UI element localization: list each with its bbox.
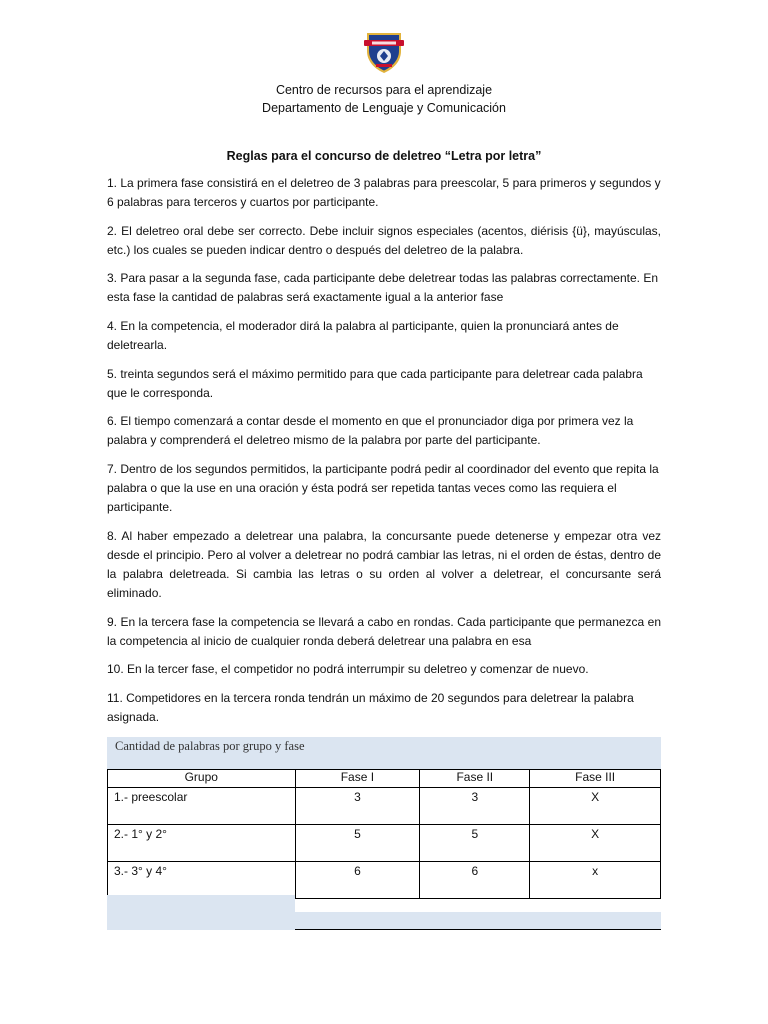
school-crest-icon xyxy=(361,29,407,75)
rule-10: 10. En la tercer fase, el competidor no podrá interrumpir su deletreo y comenzar de nuevo. xyxy=(107,662,589,676)
rule-5: 5. treinta segundos será el máximo permitido para que cada participante para deletrear cada palabra que le corresponda. xyxy=(107,367,643,400)
header-fase-2: Fase II xyxy=(420,770,530,788)
cell-fase-2: 3 xyxy=(420,788,530,825)
cell-group: 1.- preescolar xyxy=(108,788,296,825)
table-row xyxy=(108,825,661,862)
cell-fase-1: 3 xyxy=(295,788,420,825)
header-fase-3: Fase III xyxy=(530,770,661,788)
header-fase-1: Fase I xyxy=(295,770,420,788)
rule-2: 2. El deletreo oral debe ser correcto. Debe incluir signos especiales (acentos, diérisis {ü}, mayúsculas, etc.) los cuales se pueden indicar dentro o después del deletreo de la palabra. xyxy=(107,224,661,257)
cell-fase-3: X xyxy=(530,788,661,825)
table-row xyxy=(108,862,661,899)
rule-3: 3. Para pasar a la segunda fase, cada participante debe deletrear todas las palabras correctamente. En esta fase la cantidad de palabras será exactamente igual a la anterior fase xyxy=(107,271,659,304)
cell-fase-1: 6 xyxy=(295,862,420,899)
table-header-row xyxy=(108,770,661,788)
cell-fase-1: 5 xyxy=(295,825,420,862)
cell-fase-2: 5 xyxy=(420,825,530,862)
cell-fase-3: X xyxy=(530,825,661,862)
document-title: Reglas para el concurso de deletreo “Letra por letra” xyxy=(226,149,542,163)
cell-group: 2.- 1° y 2° xyxy=(108,825,296,862)
table-caption: Cantidad de palabras por grupo y fase xyxy=(107,737,661,769)
header-grupo: Grupo xyxy=(108,770,296,788)
cell-fase-3: x xyxy=(530,862,661,899)
rule-11: 11. Competidores en la tercera ronda tendrán un máximo de 20 segundos para deletrear la palabra asignada. xyxy=(107,691,634,724)
cell-fase-2: 6 xyxy=(420,862,530,899)
cell-group: 3.- 3° y 4° xyxy=(108,862,296,899)
phases-table xyxy=(107,769,661,899)
table-footer-shade-right xyxy=(295,912,661,930)
table-footer-shade xyxy=(107,895,295,930)
rule-8: 8. Al haber empezado a deletrear una palabra, la concursante puede detenerse y empezar otra vez desde el principio. Pero al volver a deletrear no podrá cambiar las letras, ni el orden de éstas, dentro de la palabra deletreada. Si cambia las letras o su orden al volver a deletrear, el concursante será eliminado. xyxy=(107,529,661,600)
rule-4: 4. En la competencia, el moderador dirá la palabra al participante, quien la pronunciará antes de deletrearla. xyxy=(107,319,619,352)
rule-7: 7. Dentro de los segundos permitidos, la participante podrá pedir al coordinador del evento que repita la palabra o que la use en una oración y ésta podrá ser repetida tantas veces como las requiera el participante. xyxy=(107,462,659,514)
department-name: Departamento de Lenguaje y Comunicación xyxy=(262,101,506,115)
rule-1: 1. La primera fase consistirá en el deletreo de 3 palabras para preescolar, 5 para primeros y segundos y 6 palabras para terceros y cuartos por participante. xyxy=(107,176,661,209)
table-footer-rule xyxy=(295,929,661,930)
institution-name: Centro de recursos para el aprendizaje xyxy=(275,83,493,97)
rule-6: 6. El tiempo comenzará a contar desde el momento en que el pronunciador diga por primera vez la palabra y comprenderá el deletreo mismo de la palabra por parte del participante. xyxy=(107,414,634,447)
table-row xyxy=(108,788,661,825)
rule-9: 9. En la tercera fase la competencia se llevará a cabo en rondas. Cada participante que permanezca en la competencia al inicio de cualquier ronda deberá deletrear una palabra en esa xyxy=(107,615,661,648)
